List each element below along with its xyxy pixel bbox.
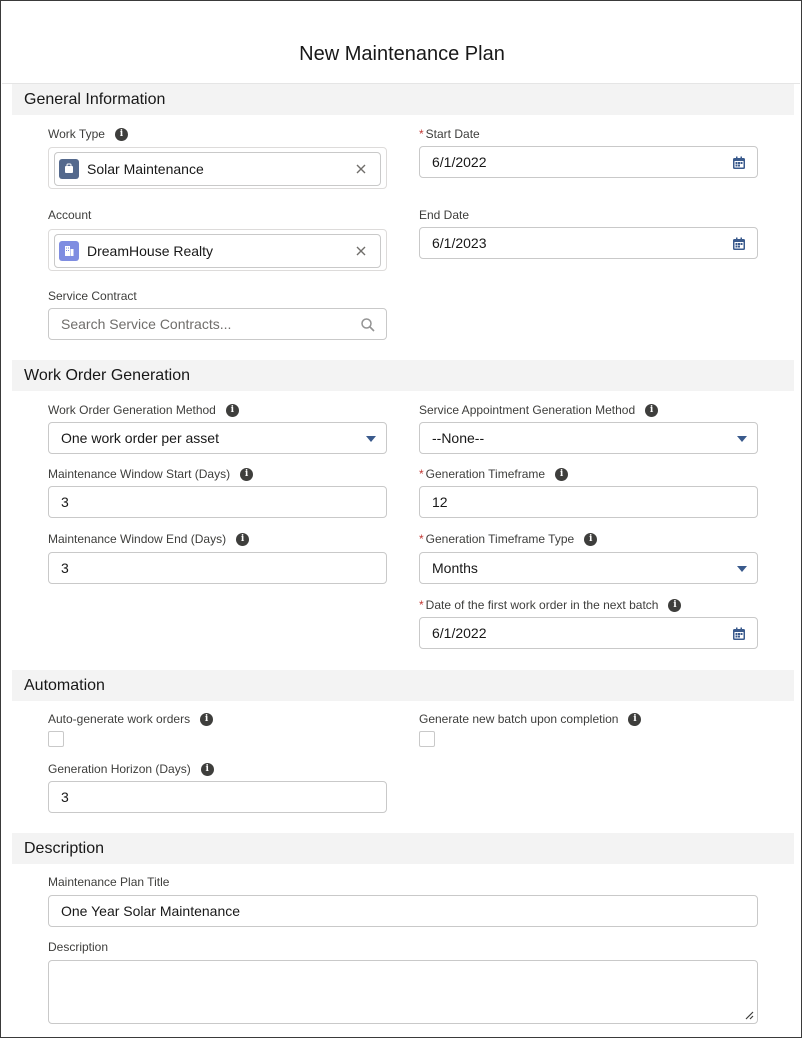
- timeframe-input[interactable]: [419, 486, 758, 518]
- account-value: DreamHouse Realty: [87, 243, 214, 259]
- auto-generate-checkbox[interactable]: [48, 731, 64, 747]
- chevron-down-icon: [737, 436, 747, 442]
- start-date-input[interactable]: [419, 146, 758, 178]
- start-date-label-text: Start Date: [425, 127, 480, 141]
- window-start-value: 3: [61, 494, 69, 510]
- first-date-label: [419, 597, 681, 613]
- section-header-general[interactable]: General Information: [12, 84, 794, 115]
- account-icon: [59, 241, 79, 261]
- description-textarea[interactable]: [48, 960, 758, 1024]
- first-date-value: 6/1/2022: [432, 625, 487, 641]
- search-icon: [360, 317, 376, 333]
- chevron-down-icon: [366, 436, 376, 442]
- section-header-automation[interactable]: Automation: [12, 670, 794, 701]
- horizon-label: [48, 761, 214, 777]
- info-icon[interactable]: i: [555, 468, 568, 481]
- modal-title: New Maintenance Plan: [299, 43, 505, 65]
- start-date-label: [419, 126, 480, 142]
- new-batch-label-text: Generate new batch upon completion: [419, 712, 619, 726]
- info-icon[interactable]: i: [628, 713, 641, 726]
- plan-title-input[interactable]: [48, 895, 758, 927]
- first-date-input[interactable]: [419, 617, 758, 649]
- window-start-label-text: Maintenance Window Start (Days): [48, 467, 231, 481]
- work-type-pill[interactable]: [54, 152, 381, 186]
- first-date-label-text: Date of the first work order in the next batch: [425, 598, 659, 612]
- account-label: [48, 207, 91, 223]
- wo-generation-method-select[interactable]: [48, 422, 387, 454]
- sa-generation-method-label-text: Service Appointment Generation Method: [419, 403, 636, 417]
- account-lookup: [48, 229, 387, 271]
- required-marker: *: [419, 532, 424, 546]
- window-start-label: [48, 466, 253, 482]
- start-date-value: 6/1/2022: [432, 154, 487, 170]
- service-contract-label-text: Service Contract: [48, 289, 137, 303]
- chevron-down-icon: [737, 566, 747, 572]
- timeframe-type-value: Months: [432, 560, 478, 576]
- section-header-work-order[interactable]: Work Order Generation: [12, 360, 794, 391]
- work-type-value: Solar Maintenance: [87, 161, 204, 177]
- description-label: [48, 939, 108, 955]
- close-icon[interactable]: [354, 244, 368, 258]
- timeframe-type-label-text: Generation Timeframe Type: [425, 532, 575, 546]
- account-pill[interactable]: [54, 234, 381, 268]
- service-contract-search-input[interactable]: [48, 308, 387, 340]
- info-icon[interactable]: i: [668, 599, 681, 612]
- timeframe-label: [419, 466, 568, 482]
- info-icon[interactable]: i: [201, 763, 214, 776]
- horizon-label-text: Generation Horizon (Days): [48, 762, 191, 776]
- plan-title-label: [48, 874, 169, 890]
- wo-generation-method-value: One work order per asset: [61, 430, 219, 446]
- auto-generate-label: [48, 711, 213, 727]
- close-icon[interactable]: [354, 162, 368, 176]
- timeframe-label-text: Generation Timeframe: [425, 467, 546, 481]
- new-batch-checkbox[interactable]: [419, 731, 435, 747]
- info-icon[interactable]: i: [226, 404, 239, 417]
- window-start-input[interactable]: [48, 486, 387, 518]
- new-batch-label: [419, 711, 641, 727]
- required-marker: *: [419, 467, 424, 481]
- info-icon[interactable]: i: [200, 713, 213, 726]
- sa-generation-method-value: --None--: [432, 430, 485, 446]
- info-icon[interactable]: i: [240, 468, 253, 481]
- resize-handle-icon[interactable]: [744, 1010, 754, 1020]
- end-date-value: 6/1/2023: [432, 235, 487, 251]
- required-marker: *: [419, 127, 424, 141]
- end-date-input[interactable]: [419, 227, 758, 259]
- section-header-description[interactable]: Description: [12, 833, 794, 864]
- auto-generate-label-text: Auto-generate work orders: [48, 712, 191, 726]
- calendar-icon[interactable]: [731, 236, 747, 252]
- window-end-input[interactable]: [48, 552, 387, 584]
- info-icon[interactable]: i: [236, 533, 249, 546]
- horizon-input[interactable]: [48, 781, 387, 813]
- work-type-lookup: [48, 147, 387, 189]
- service-contract-placeholder: Search Service Contracts...: [61, 316, 232, 332]
- service-contract-label: [48, 288, 137, 304]
- wo-generation-method-label-text: Work Order Generation Method: [48, 403, 216, 417]
- end-date-label-text: End Date: [419, 208, 470, 222]
- account-label-text: Account: [48, 208, 92, 222]
- timeframe-type-label: [419, 531, 597, 547]
- plan-title-label-text: Maintenance Plan Title: [48, 875, 170, 889]
- work-type-icon: [59, 159, 79, 179]
- window-end-label-text: Maintenance Window End (Days): [48, 532, 227, 546]
- horizon-value: 3: [61, 789, 69, 805]
- required-marker: *: [419, 598, 424, 612]
- calendar-icon[interactable]: [731, 626, 747, 642]
- description-label-text: Description: [48, 940, 109, 954]
- end-date-label: [419, 207, 469, 223]
- timeframe-value: 12: [432, 494, 448, 510]
- sa-generation-method-select[interactable]: [419, 422, 758, 454]
- info-icon[interactable]: i: [115, 128, 128, 141]
- sa-generation-method-label: [419, 402, 658, 418]
- calendar-icon[interactable]: [731, 155, 747, 171]
- work-type-label: [48, 126, 128, 142]
- window-end-value: 3: [61, 560, 69, 576]
- work-type-label-text: Work Type: [48, 127, 105, 141]
- window-end-label: [48, 531, 249, 547]
- info-icon[interactable]: i: [645, 404, 658, 417]
- info-icon[interactable]: i: [584, 533, 597, 546]
- timeframe-type-select[interactable]: [419, 552, 758, 584]
- plan-title-value: One Year Solar Maintenance: [61, 903, 241, 919]
- wo-generation-method-label: [48, 402, 239, 418]
